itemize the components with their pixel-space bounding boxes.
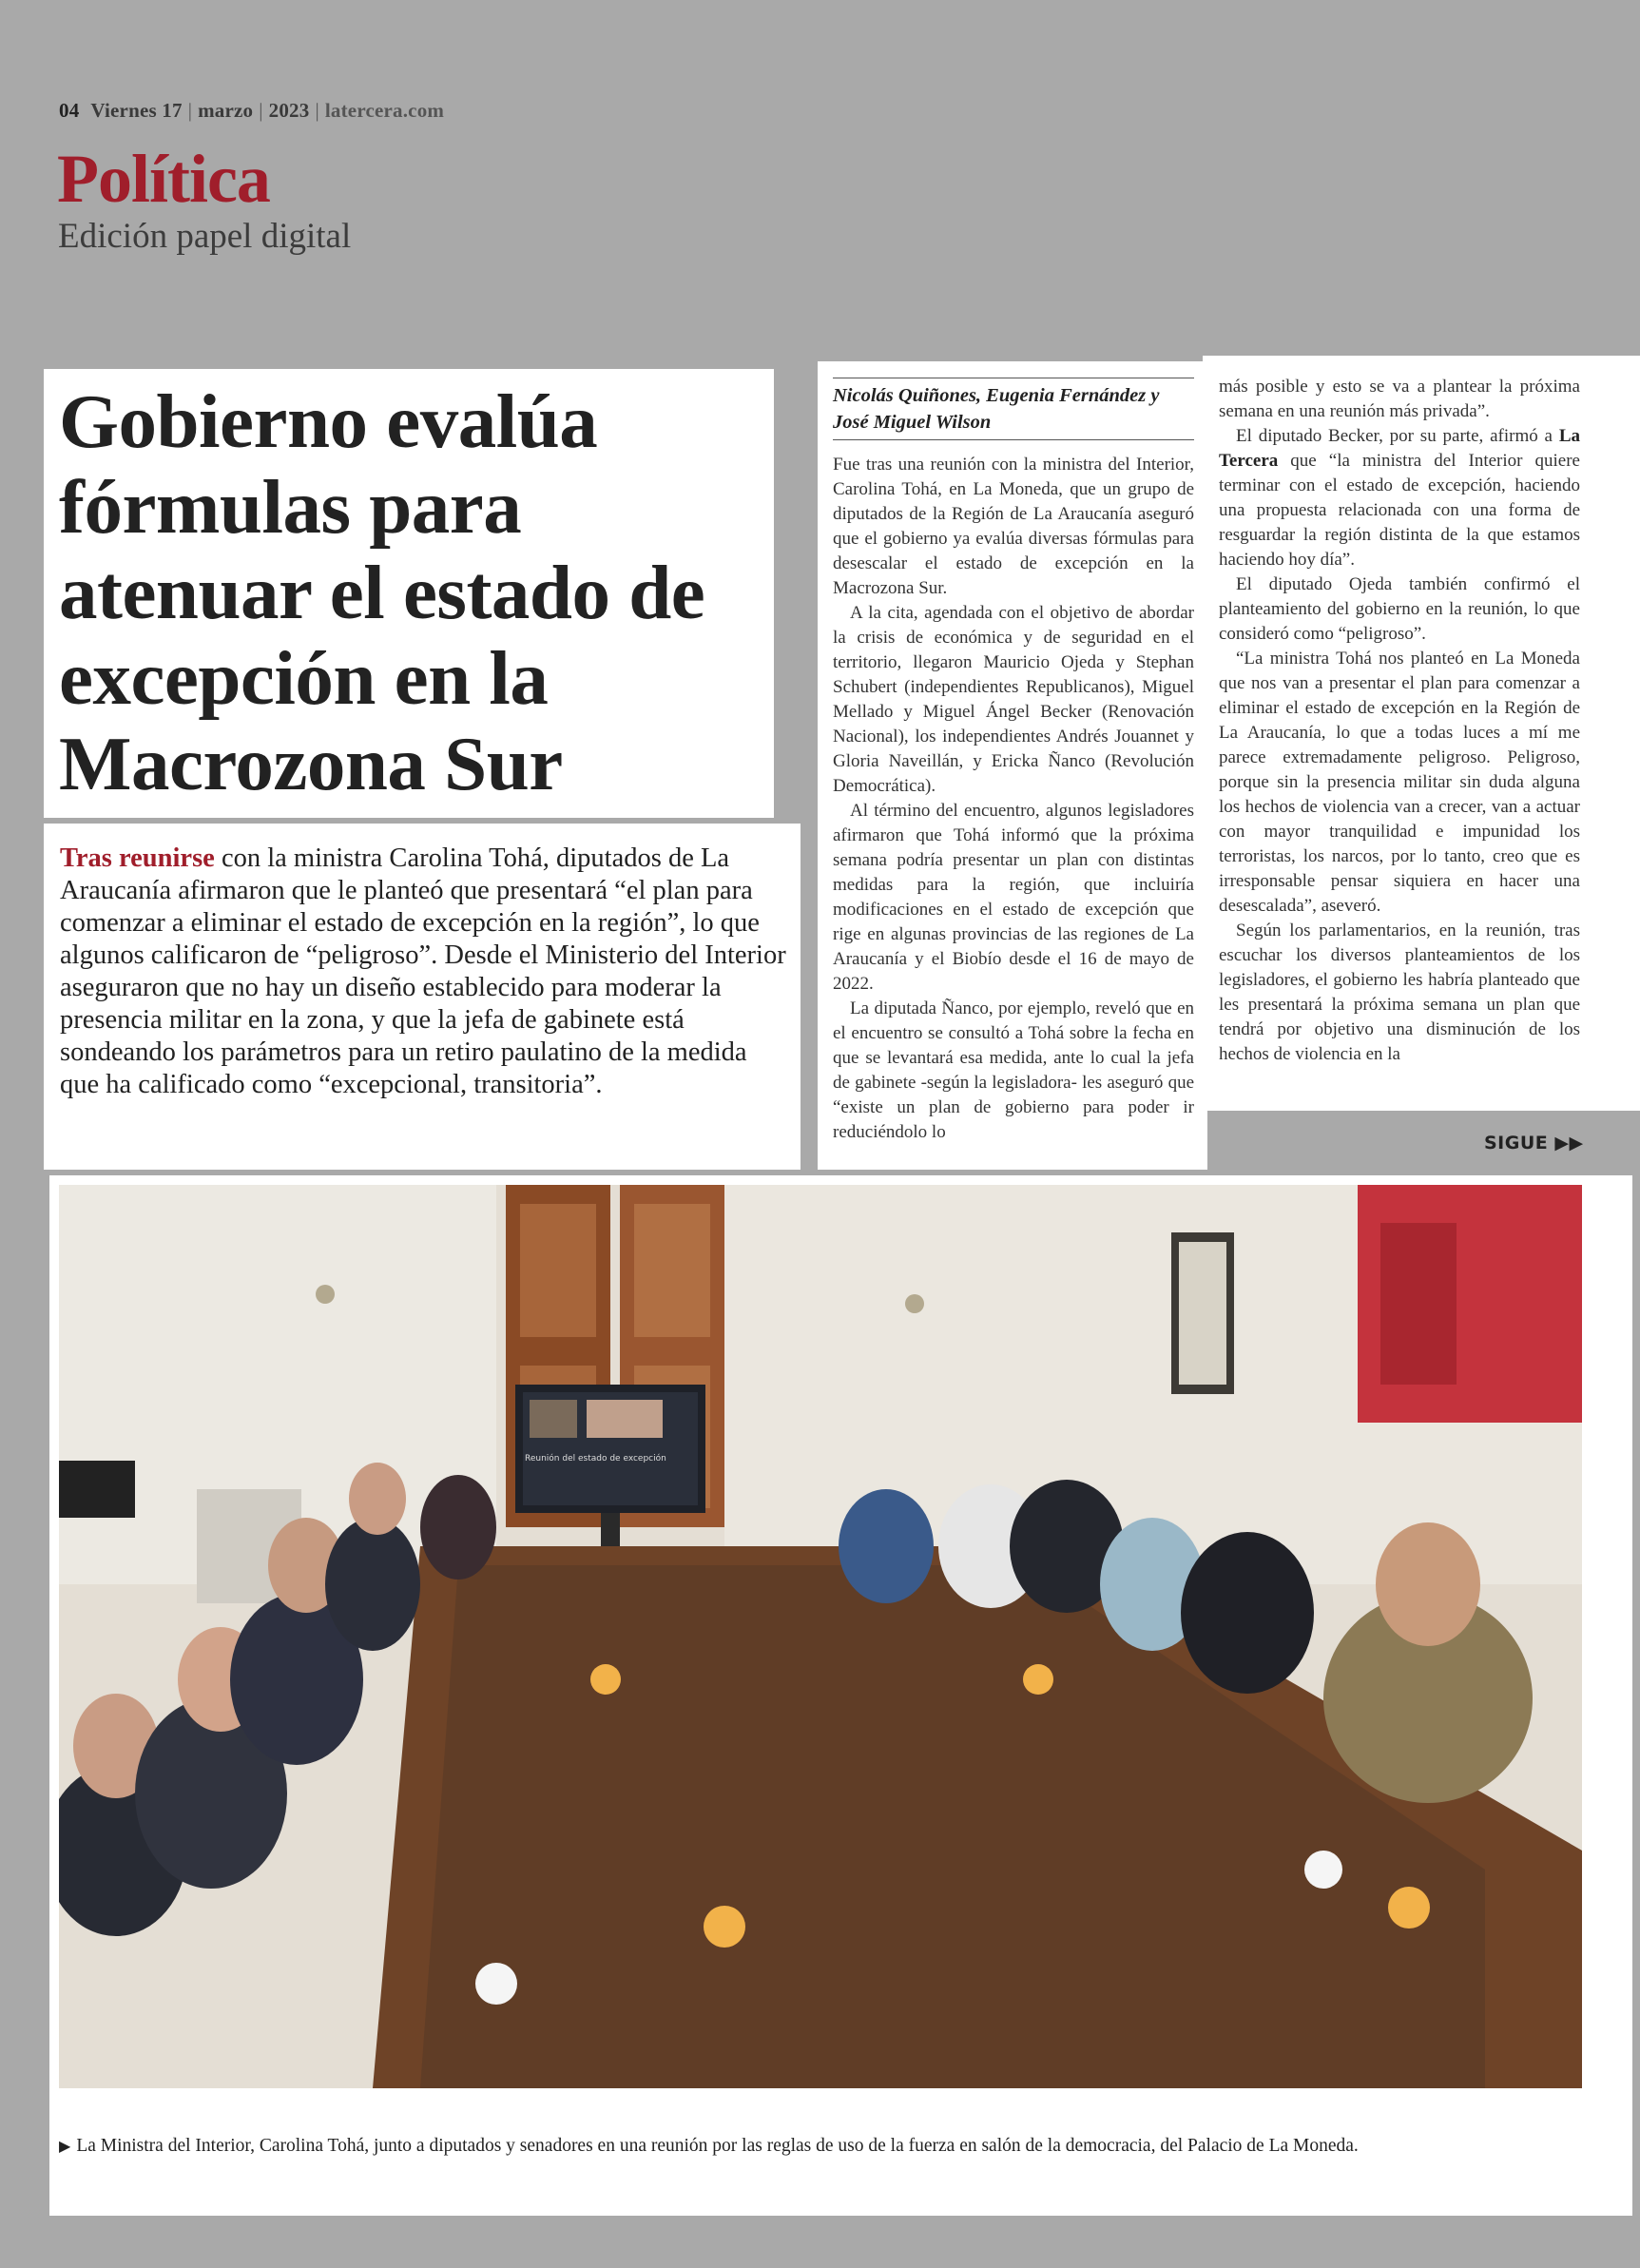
- body-paragraph: “La ministra Tohá nos planteó en La Moneda que nos van a presentar el plan para comenzar a eliminar el estado de excepción en la Región de La Araucanía, lo que a todas luces a mí me parece extremadamente peligroso. Peligroso, porque sin la presencia militar sin duda alguna los hechos de violencia van a crecer, van a actuar con mayor tranquilidad e impunidad los terroristas, los narcos, por lo tanto, creo que es irresponsable pensar siquiera en hacer una desescalada”, aseveró.: [1219, 649, 1580, 916]
- body-paragraph: [1219, 424, 1580, 572]
- caption-triangle-icon: ▶: [59, 2137, 71, 2155]
- continue-link[interactable]: SIGUE ▶▶: [1484, 1133, 1584, 1153]
- byline: Nicolás Quiñones, Eugenia Fernández y José Miguel Wilson: [833, 385, 1160, 433]
- photo-caption: [59, 2134, 1618, 2159]
- site-link[interactable]: latercera.com: [324, 99, 445, 122]
- body-paragraph: Fue tras una reunión con la ministra del Interior, Carolina Tohá, en La Moneda, que un grupo de diputados de la Región de La Araucanía aseguró que el gobierno ya evalúa diversas fórmulas para desescalar el estado de excepción en la Macrozona Sur.: [833, 455, 1194, 598]
- body-paragraph: Al término del encuentro, algunos legisladores afirmaron que Tohá informó que la próxima semana podría presentar un plan con distintas medidas para la región, que incluiría modificaciones en el estado de excepción que rige en algunas provincias de las regiones de La Araucanía y el Biobío desde el 16 de mayo de 2022.: [833, 801, 1194, 994]
- meeting-illustration: [59, 1185, 1582, 2088]
- body-column-2: [1219, 375, 1580, 1102]
- body-paragraph: más posible y esto se va a plantear la próxima semana en una reunión más privada”.: [1219, 377, 1580, 421]
- meeting-photo: [59, 1185, 1582, 2088]
- headline-panel: [44, 369, 774, 818]
- edition-subtitle: Edición papel digital: [58, 217, 352, 256]
- lead-kicker: Tras reunirse: [60, 843, 215, 873]
- becker-quote: que “la ministra del Interior quiere terminar con el estado de excepción, haciendo una propuesta relacionada con una forma de resguardar la región distinta de la que estamos haciendo hoy día”.: [1219, 451, 1580, 570]
- body-paragraph: El diputado Ojeda también confirmó el planteamiento del gobierno en la reunión, lo que consideró como “peligroso”.: [1219, 574, 1580, 644]
- lead-panel: [44, 824, 801, 1170]
- date-day: Viernes 17: [90, 99, 183, 122]
- page-number: 04: [59, 99, 80, 122]
- body-column-1: [833, 453, 1194, 1153]
- date-month: marzo: [198, 99, 254, 122]
- body-paragraph: La diputada Ñanco, por ejemplo, reveló que en el encuentro se consultó a Tohá sobre la fecha en que se levantará esa medida, ante lo cual la jefa de gabinete -según la legisladora- les aseguró que “existe un plan de gobierno para poder ir reduciéndolo lo: [833, 998, 1194, 1142]
- page-meta: 04 Viernes 17 | marzo | 2023 | latercera.com: [59, 99, 445, 122]
- newspaper-name: La Tercera: [1219, 426, 1580, 471]
- divider: [833, 439, 1194, 440]
- lead-paragraph: [60, 843, 792, 1101]
- headline: Gobierno evalúa fórmulas para atenuar el estado de excepción en la Macrozona Sur: [59, 378, 705, 806]
- body-paragraph: A la cita, agendada con el objetivo de abordar la crisis de económica y de seguridad en el territorio, llegaron Mauricio Ojeda y Stephan Schubert (independientes Republicanos), Miguel Mellado y Miguel Ángel Becker (Renovación Nacional), los independientes Andrés Jouannet y Gloria Naveillán, y Ericka Ñanco (Revolución Democrática).: [833, 603, 1194, 796]
- date-year: 2023: [268, 99, 310, 122]
- section-title: Política: [57, 141, 270, 217]
- caption-text: La Ministra del Interior, Carolina Tohá, junto a diputados y senadores en una reunión por las reglas de uso de la fuerza en salón de la democracia, del Palacio de La Moneda.: [76, 2136, 1359, 2156]
- screen-text: Reunión del estado de excepción: [525, 1454, 666, 1464]
- becker-quote-intro: El diputado Becker, por su parte, afirmó a: [1236, 426, 1559, 446]
- lead-text: con la ministra Carolina Tohá, diputados de La Araucanía afirmaron que le planteó que presentará “el plan para comenzar a eliminar el estado de excepción en la región”, lo que algunos calificaron de “peligroso”. Desde el Ministerio del Interior aseguraron que no hay un diseño establecido para moderar la presencia militar en la zona, y que la jefa de gabinete está sondeando los parámetros para un retiro paulatino de la medida que ha calificado como “excepcional, transitoria”.: [60, 843, 786, 1099]
- body-paragraph: Según los parlamentarios, en la reunión, tras escuchar los diversos planteamientos de los legisladores, el gobierno les habría planteado que les presentará la próxima semana un plan que tendrá por objetivo una disminución de los hechos de violencia en la: [1219, 921, 1580, 1064]
